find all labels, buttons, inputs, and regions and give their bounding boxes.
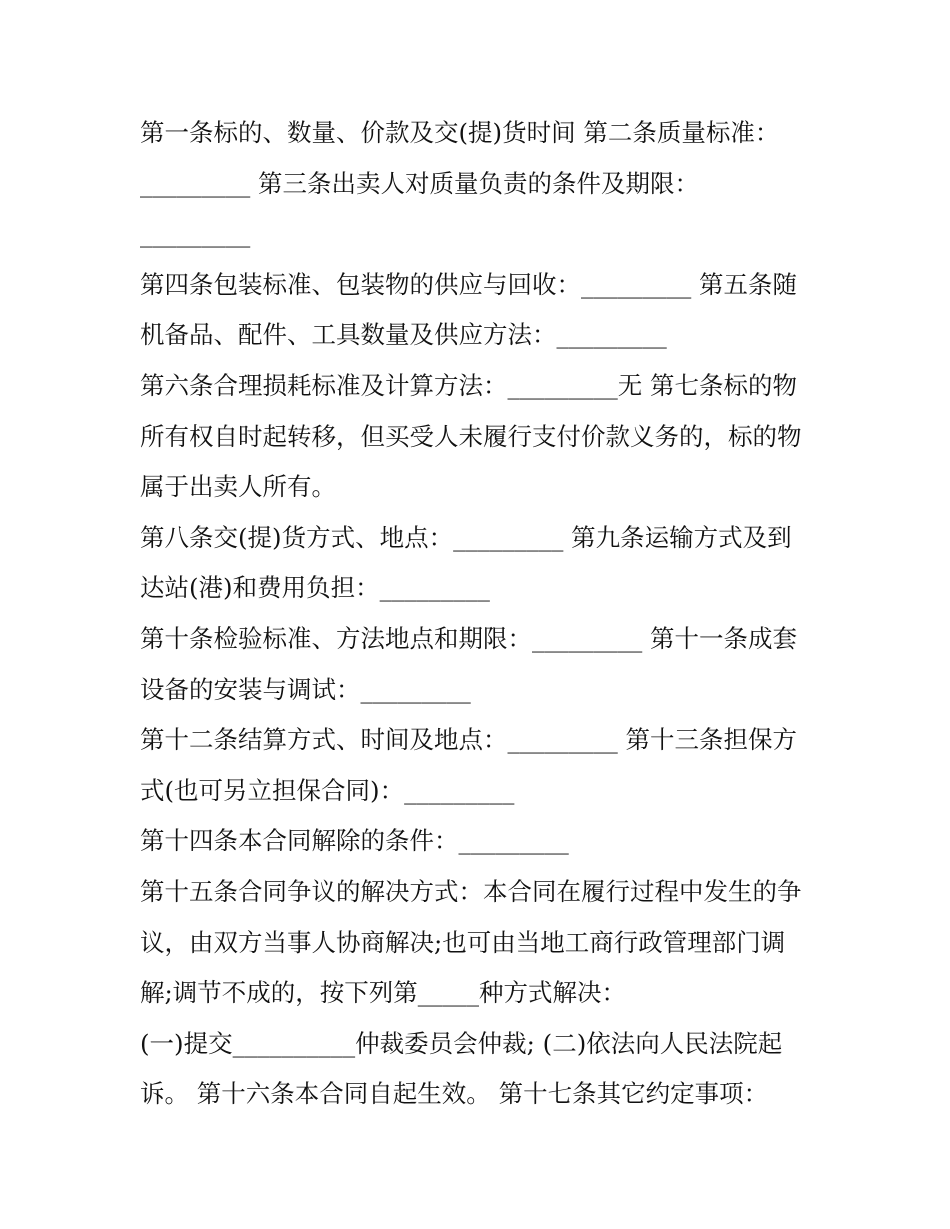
text-line: 式(也可另立担保合同)：_________ <box>140 775 515 805</box>
text-line: 第十四条本合同解除的条件：_________ <box>140 826 569 856</box>
text-line: 第八条交(提)货方式、地点：_________ 第九条运输方式及到 <box>140 522 792 552</box>
text-line: 达站(港)和费用负担：_________ <box>140 573 490 603</box>
text-line: 第十二条结算方式、时间及地点：_________ 第十三条担保方 <box>140 725 798 755</box>
text-line: _________ <box>140 219 251 249</box>
contract-text <box>140 108 820 1120</box>
text-line: 设备的安装与调试：_________ <box>140 674 471 704</box>
text-line: 所有权自时起转移，但买受人未履行支付价款义务的，标的物 <box>140 421 802 451</box>
text-line: 机备品、配件、工具数量及供应方法：_________ <box>140 320 667 350</box>
text-line: (一)提交__________仲裁委员会仲裁; (二)依法向人民法院起 <box>140 1028 783 1058</box>
text-line: 诉。 第十六条本合同自起生效。 第十七条其它约定事项： <box>140 1079 769 1109</box>
text-line: 议，由双方当事人协商解决;也可由当地工商行政管理部门调 <box>140 927 786 957</box>
text-line: 第十条检验标准、方法地点和期限：_________ 第十一条成套 <box>140 623 798 653</box>
text-line: 属于出卖人所有。 <box>140 472 336 502</box>
text-line: 第一条标的、数量、价款及交(提)货时间 第二条质量标准： <box>140 118 780 147</box>
text-line: _________ 第三条出卖人对质量负责的条件及期限： <box>140 168 700 198</box>
text-line: 第四条包装标准、包装物的供应与回收：_________ 第五条随 <box>140 269 798 299</box>
text-line: 解;调节不成的，按下列第_____种方式解决： <box>140 978 627 1008</box>
text-line: 第十五条合同争议的解决方式：本合同在履行过程中发生的争 <box>140 876 802 906</box>
text-line: 第六条合理损耗标准及计算方法：_________无 第七条标的物 <box>140 370 798 400</box>
